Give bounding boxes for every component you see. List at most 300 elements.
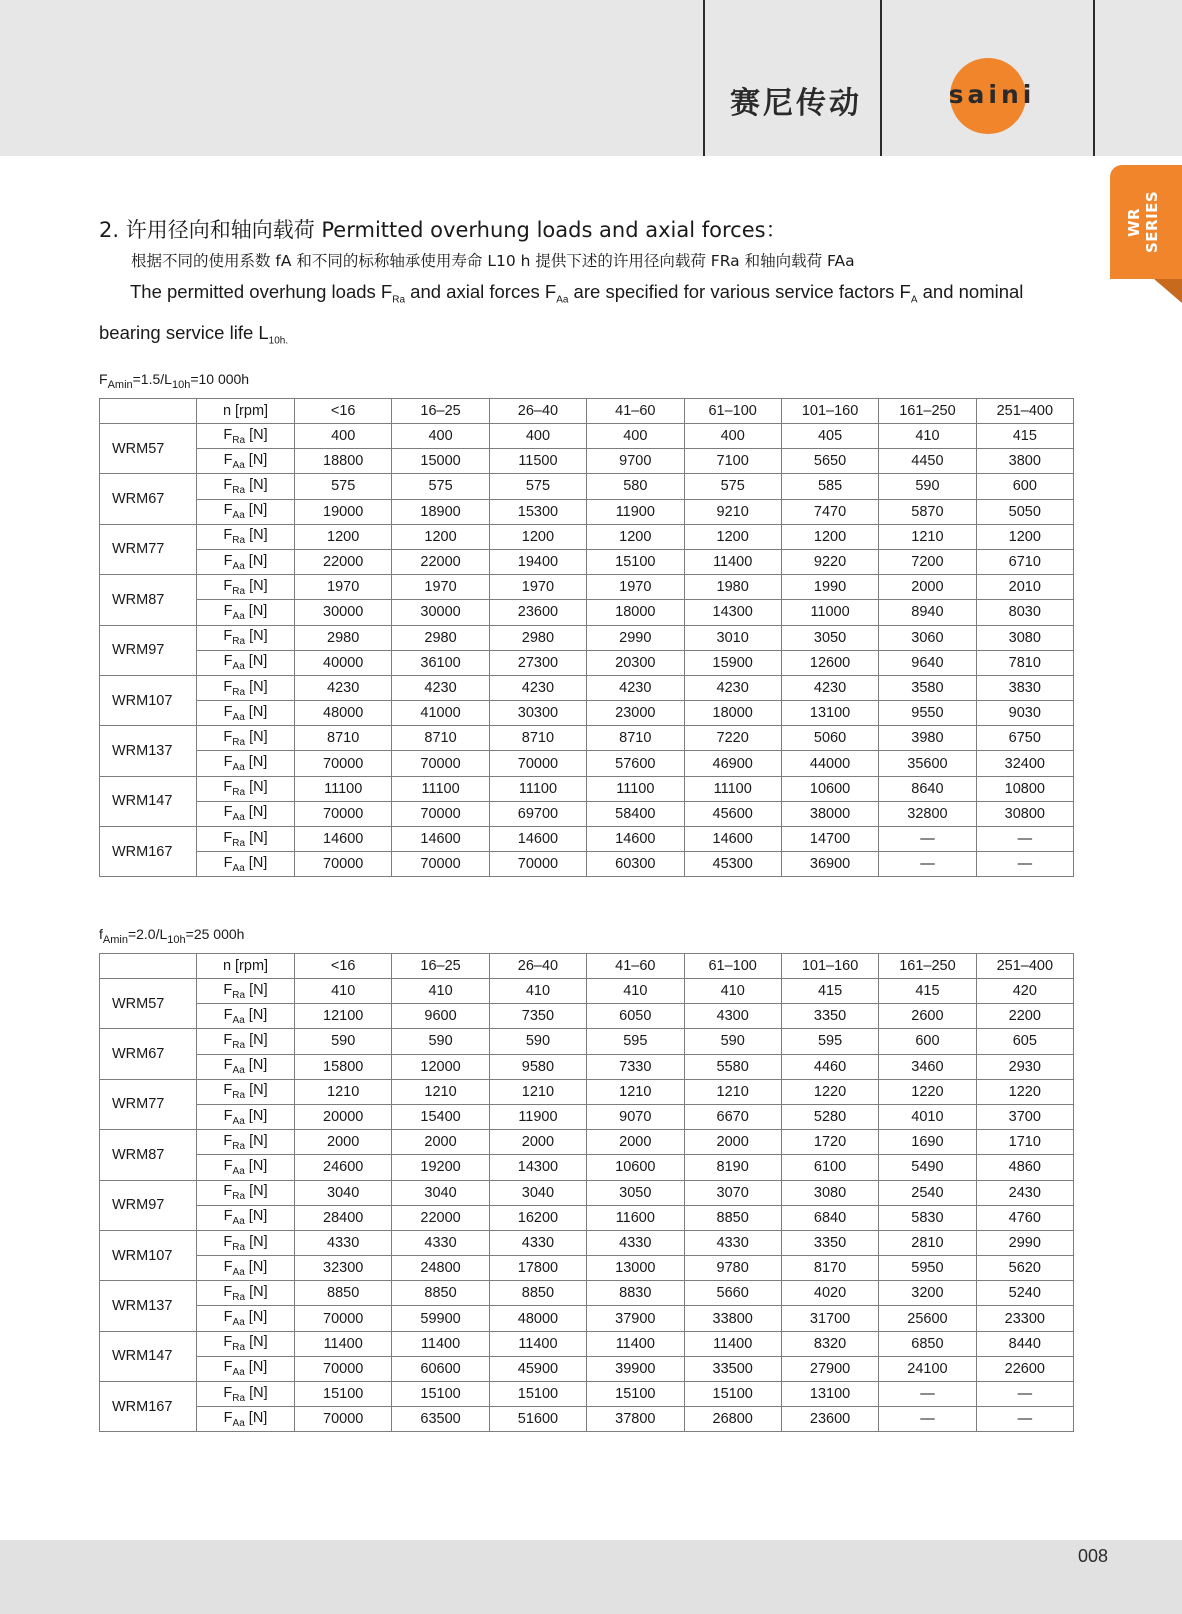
value-cell: 12600: [781, 650, 878, 675]
value-cell: 60600: [392, 1356, 489, 1381]
value-cell: 70000: [392, 852, 489, 877]
value-cell: 1970: [392, 575, 489, 600]
model-cell: WRM107: [100, 675, 197, 725]
value-cell: 4330: [295, 1230, 392, 1255]
value-cell: 4230: [392, 675, 489, 700]
value-cell: 590: [684, 1029, 781, 1054]
value-cell: 6750: [976, 726, 1073, 751]
value-cell: 10600: [587, 1155, 684, 1180]
table-row: [100, 1230, 1074, 1255]
value-cell: 1220: [781, 1079, 878, 1104]
param-label-cell: $F_{Ra}$ [N]: [197, 424, 295, 449]
load-table: [99, 953, 1074, 1432]
table-row: [100, 1079, 1074, 1104]
value-cell: 5950: [879, 1256, 976, 1281]
value-cell: 14700: [781, 827, 878, 852]
value-cell: 6050: [587, 1004, 684, 1029]
value-cell: 7200: [879, 549, 976, 574]
table-row: [100, 827, 1074, 852]
value-cell: 4230: [781, 675, 878, 700]
value-cell: 70000: [295, 1407, 392, 1432]
value-cell: 3200: [879, 1281, 976, 1306]
table-row: [100, 1306, 1074, 1331]
value-cell: 69700: [489, 801, 586, 826]
value-cell: 2000: [392, 1130, 489, 1155]
model-cell: WRM147: [100, 776, 197, 826]
value-cell: 11100: [392, 776, 489, 801]
value-cell: 3980: [879, 726, 976, 751]
value-cell: 9600: [392, 1004, 489, 1029]
value-cell: 9210: [684, 499, 781, 524]
value-cell: 37900: [587, 1306, 684, 1331]
param-label-cell: $F_{Ra}$ [N]: [197, 1079, 295, 1104]
param-label-cell: $F_{Aa}$ [N]: [197, 701, 295, 726]
value-cell: 22000: [392, 549, 489, 574]
value-cell: 18900: [392, 499, 489, 524]
value-cell: 11400: [392, 1331, 489, 1356]
model-cell: WRM87: [100, 575, 197, 625]
table-header-row: [100, 399, 1074, 424]
header-cell: <16: [295, 399, 392, 424]
value-cell: 15000: [392, 449, 489, 474]
param-label-cell: $F_{Aa}$ [N]: [197, 650, 295, 675]
value-cell: 9550: [879, 701, 976, 726]
value-cell: 35600: [879, 751, 976, 776]
value-cell: 15100: [684, 1382, 781, 1407]
value-cell: 5650: [781, 449, 878, 474]
value-cell: 10800: [976, 776, 1073, 801]
value-cell: 9640: [879, 650, 976, 675]
value-cell: 8440: [976, 1331, 1073, 1356]
value-cell: 8710: [295, 726, 392, 751]
value-cell: 1210: [489, 1079, 586, 1104]
header-cell: 41–60: [587, 399, 684, 424]
value-cell: 22600: [976, 1356, 1073, 1381]
value-cell: 5490: [879, 1155, 976, 1180]
table-row: [100, 600, 1074, 625]
value-cell: 6850: [879, 1331, 976, 1356]
value-cell: 24100: [879, 1356, 976, 1381]
value-cell: 410: [587, 979, 684, 1004]
value-cell: 15100: [489, 1382, 586, 1407]
table-row: [100, 524, 1074, 549]
value-cell: 11900: [489, 1104, 586, 1129]
value-cell: 7330: [587, 1054, 684, 1079]
param-label-cell: $F_{Aa}$ [N]: [197, 1004, 295, 1029]
value-cell: 26800: [684, 1407, 781, 1432]
value-cell: —: [879, 1407, 976, 1432]
value-cell: 11400: [489, 1331, 586, 1356]
header-cell: 251–400: [976, 954, 1073, 979]
value-cell: 5870: [879, 499, 976, 524]
value-cell: 8640: [879, 776, 976, 801]
value-cell: 410: [392, 979, 489, 1004]
value-cell: 580: [587, 474, 684, 499]
value-cell: 9700: [587, 449, 684, 474]
param-label-cell: $F_{Aa}$ [N]: [197, 1155, 295, 1180]
value-cell: 3050: [781, 625, 878, 650]
model-cell: WRM67: [100, 474, 197, 524]
value-cell: 15900: [684, 650, 781, 675]
value-cell: 60300: [587, 852, 684, 877]
header-cell: 26–40: [489, 399, 586, 424]
value-cell: 1200: [489, 524, 586, 549]
value-cell: 23300: [976, 1306, 1073, 1331]
value-cell: 5620: [976, 1256, 1073, 1281]
param-label-cell: $F_{Aa}$ [N]: [197, 1306, 295, 1331]
table-row: [100, 1356, 1074, 1381]
value-cell: 7810: [976, 650, 1073, 675]
param-label-cell: $F_{Aa}$ [N]: [197, 751, 295, 776]
table-row: [100, 776, 1074, 801]
value-cell: 30300: [489, 701, 586, 726]
value-cell: —: [879, 827, 976, 852]
value-cell: 63500: [392, 1407, 489, 1432]
value-cell: 33800: [684, 1306, 781, 1331]
value-cell: 400: [392, 424, 489, 449]
param-label-cell: $F_{Ra}$ [N]: [197, 524, 295, 549]
value-cell: 33500: [684, 1356, 781, 1381]
value-cell: 10600: [781, 776, 878, 801]
value-cell: 5060: [781, 726, 878, 751]
value-cell: 1220: [976, 1079, 1073, 1104]
table-header-row: [100, 954, 1074, 979]
value-cell: —: [976, 1382, 1073, 1407]
value-cell: 24600: [295, 1155, 392, 1180]
value-cell: 70000: [489, 751, 586, 776]
value-cell: 39900: [587, 1356, 684, 1381]
value-cell: 23600: [489, 600, 586, 625]
value-cell: 22000: [392, 1205, 489, 1230]
page-header: [0, 0, 1182, 156]
param-label-cell: $F_{Aa}$ [N]: [197, 1356, 295, 1381]
value-cell: 7470: [781, 499, 878, 524]
value-cell: 2000: [489, 1130, 586, 1155]
value-cell: 70000: [392, 751, 489, 776]
value-cell: 14300: [489, 1155, 586, 1180]
param-label-cell: $F_{Aa}$ [N]: [197, 499, 295, 524]
value-cell: 1970: [587, 575, 684, 600]
value-cell: 1970: [295, 575, 392, 600]
param-label-cell: $F_{Ra}$ [N]: [197, 979, 295, 1004]
value-cell: 1210: [295, 1079, 392, 1104]
value-cell: 2000: [684, 1130, 781, 1155]
value-cell: 12000: [392, 1054, 489, 1079]
value-cell: 11900: [587, 499, 684, 524]
value-cell: 11500: [489, 449, 586, 474]
value-cell: 2930: [976, 1054, 1073, 1079]
value-cell: 8850: [489, 1281, 586, 1306]
value-cell: 575: [295, 474, 392, 499]
header-cell: 101–160: [781, 399, 878, 424]
value-cell: 7350: [489, 1004, 586, 1029]
value-cell: 15100: [587, 549, 684, 574]
value-cell: 410: [489, 979, 586, 1004]
value-cell: 30800: [976, 801, 1073, 826]
table-row: [100, 1054, 1074, 1079]
value-cell: 19000: [295, 499, 392, 524]
value-cell: 15100: [587, 1382, 684, 1407]
model-cell: WRM137: [100, 1281, 197, 1331]
value-cell: 15300: [489, 499, 586, 524]
value-cell: 8190: [684, 1155, 781, 1180]
value-cell: 19400: [489, 549, 586, 574]
value-cell: 590: [489, 1029, 586, 1054]
value-cell: 1210: [587, 1079, 684, 1104]
value-cell: 575: [684, 474, 781, 499]
value-cell: 45900: [489, 1356, 586, 1381]
table-row: [100, 474, 1074, 499]
header-blank-cell: [100, 954, 197, 979]
value-cell: 1970: [489, 575, 586, 600]
param-label-cell: $F_{Ra}$ [N]: [197, 827, 295, 852]
value-cell: 2600: [879, 1004, 976, 1029]
value-cell: 3050: [587, 1180, 684, 1205]
value-cell: 11100: [489, 776, 586, 801]
value-cell: 38000: [781, 801, 878, 826]
header-blank-cell: [100, 399, 197, 424]
value-cell: 9780: [684, 1256, 781, 1281]
value-cell: 20300: [587, 650, 684, 675]
value-cell: 605: [976, 1029, 1073, 1054]
param-label-cell: $F_{Ra}$ [N]: [197, 1130, 295, 1155]
page-footer: [0, 1540, 1182, 1614]
value-cell: 18800: [295, 449, 392, 474]
param-label-cell: $F_{Ra}$ [N]: [197, 1382, 295, 1407]
header-cell: 41–60: [587, 954, 684, 979]
header-cell: 16–25: [392, 954, 489, 979]
value-cell: 4300: [684, 1004, 781, 1029]
value-cell: 15400: [392, 1104, 489, 1129]
value-cell: 9070: [587, 1104, 684, 1129]
value-cell: 5580: [684, 1054, 781, 1079]
value-cell: 32400: [976, 751, 1073, 776]
value-cell: 31700: [781, 1306, 878, 1331]
value-cell: 37800: [587, 1407, 684, 1432]
param-label-cell: $F_{Aa}$ [N]: [197, 449, 295, 474]
value-cell: 1220: [879, 1079, 976, 1104]
value-cell: 11100: [587, 776, 684, 801]
value-cell: 1200: [781, 524, 878, 549]
table-row: [100, 801, 1074, 826]
value-cell: 32300: [295, 1256, 392, 1281]
value-cell: 400: [587, 424, 684, 449]
table-row: [100, 1104, 1074, 1129]
value-cell: 41000: [392, 701, 489, 726]
param-label-cell: $F_{Aa}$ [N]: [197, 801, 295, 826]
series-tab-label: WR SERIES: [1125, 190, 1161, 254]
value-cell: 400: [489, 424, 586, 449]
table-caption: $f_{Amin}=2.0/L_{10h}=25$ 000h: [99, 926, 245, 946]
value-cell: 1980: [684, 575, 781, 600]
value-cell: 7220: [684, 726, 781, 751]
value-cell: 410: [879, 424, 976, 449]
table-row: [100, 1281, 1074, 1306]
value-cell: 5660: [684, 1281, 781, 1306]
value-cell: 8710: [392, 726, 489, 751]
value-cell: 13100: [781, 1382, 878, 1407]
value-cell: 11400: [684, 549, 781, 574]
value-cell: 28400: [295, 1205, 392, 1230]
table-row: [100, 1155, 1074, 1180]
param-label-cell: $F_{Aa}$ [N]: [197, 1407, 295, 1432]
value-cell: 600: [976, 474, 1073, 499]
param-label-cell: $F_{Ra}$ [N]: [197, 575, 295, 600]
value-cell: 4230: [489, 675, 586, 700]
value-cell: 3070: [684, 1180, 781, 1205]
value-cell: 410: [684, 979, 781, 1004]
series-tab-fold: [1154, 279, 1182, 303]
value-cell: 2010: [976, 575, 1073, 600]
value-cell: 36900: [781, 852, 878, 877]
model-cell: WRM87: [100, 1130, 197, 1180]
saini-logo: [926, 56, 1058, 136]
value-cell: 15100: [295, 1382, 392, 1407]
value-cell: 30000: [295, 600, 392, 625]
model-cell: WRM137: [100, 726, 197, 776]
value-cell: 2980: [392, 625, 489, 650]
value-cell: 13100: [781, 701, 878, 726]
value-cell: 70000: [295, 801, 392, 826]
value-cell: 2980: [489, 625, 586, 650]
page-number: 008: [1078, 1546, 1109, 1566]
value-cell: 1710: [976, 1130, 1073, 1155]
value-cell: 8710: [489, 726, 586, 751]
value-cell: 3040: [392, 1180, 489, 1205]
header-divider: [703, 0, 705, 156]
value-cell: 5050: [976, 499, 1073, 524]
value-cell: —: [976, 1407, 1073, 1432]
value-cell: 4330: [489, 1230, 586, 1255]
value-cell: 8030: [976, 600, 1073, 625]
value-cell: 2540: [879, 1180, 976, 1205]
table-row: [100, 424, 1074, 449]
table-row: [100, 1256, 1074, 1281]
value-cell: 1200: [587, 524, 684, 549]
value-cell: 415: [781, 979, 878, 1004]
value-cell: 575: [489, 474, 586, 499]
value-cell: 18000: [587, 600, 684, 625]
value-cell: —: [976, 827, 1073, 852]
intro-text-chinese: 根据不同的使用系数 fA 和不同的标称轴承使用寿命 L10 h 提供下述的许用径向载荷 FRa 和轴向载荷 FAa: [131, 252, 855, 270]
value-cell: 1200: [684, 524, 781, 549]
value-cell: 7100: [684, 449, 781, 474]
value-cell: 70000: [489, 852, 586, 877]
value-cell: 4460: [781, 1054, 878, 1079]
value-cell: 40000: [295, 650, 392, 675]
value-cell: 14600: [489, 827, 586, 852]
value-cell: 1200: [392, 524, 489, 549]
value-cell: 19200: [392, 1155, 489, 1180]
value-cell: 36100: [392, 650, 489, 675]
value-cell: 4020: [781, 1281, 878, 1306]
value-cell: 4760: [976, 1205, 1073, 1230]
value-cell: 27900: [781, 1356, 878, 1381]
value-cell: 9220: [781, 549, 878, 574]
table-row: [100, 650, 1074, 675]
value-cell: 8850: [392, 1281, 489, 1306]
header-divider: [1093, 0, 1095, 156]
value-cell: 22000: [295, 549, 392, 574]
value-cell: 595: [781, 1029, 878, 1054]
value-cell: 44000: [781, 751, 878, 776]
value-cell: 4230: [295, 675, 392, 700]
value-cell: 8710: [587, 726, 684, 751]
value-cell: 18000: [684, 701, 781, 726]
value-cell: 590: [295, 1029, 392, 1054]
value-cell: 1210: [879, 524, 976, 549]
value-cell: 4450: [879, 449, 976, 474]
value-cell: 600: [879, 1029, 976, 1054]
value-cell: 14600: [684, 827, 781, 852]
value-cell: 30000: [392, 600, 489, 625]
value-cell: 1210: [392, 1079, 489, 1104]
table-row: [100, 1382, 1074, 1407]
value-cell: 70000: [295, 1356, 392, 1381]
value-cell: —: [879, 1382, 976, 1407]
value-cell: 3580: [879, 675, 976, 700]
value-cell: 400: [295, 424, 392, 449]
model-cell: WRM97: [100, 1180, 197, 1230]
value-cell: 405: [781, 424, 878, 449]
param-label-cell: $F_{Ra}$ [N]: [197, 726, 295, 751]
value-cell: 46900: [684, 751, 781, 776]
value-cell: 15800: [295, 1054, 392, 1079]
model-cell: WRM147: [100, 1331, 197, 1381]
value-cell: 590: [392, 1029, 489, 1054]
value-cell: 3080: [781, 1180, 878, 1205]
value-cell: 1990: [781, 575, 878, 600]
header-cell: 101–160: [781, 954, 878, 979]
value-cell: 400: [684, 424, 781, 449]
table-row: [100, 575, 1074, 600]
header-cell: 161–250: [879, 399, 976, 424]
value-cell: 17800: [489, 1256, 586, 1281]
header-cell: 16–25: [392, 399, 489, 424]
value-cell: 25600: [879, 1306, 976, 1331]
value-cell: 13000: [587, 1256, 684, 1281]
value-cell: 6840: [781, 1205, 878, 1230]
param-label-cell: $F_{Ra}$ [N]: [197, 1281, 295, 1306]
table-row: [100, 449, 1074, 474]
value-cell: 58400: [587, 801, 684, 826]
param-label-cell: $F_{Ra}$ [N]: [197, 675, 295, 700]
value-cell: 9580: [489, 1054, 586, 1079]
table-row: [100, 1029, 1074, 1054]
section-title: 2. 许用径向和轴向载荷 Permitted overhung loads and axial forces：: [99, 218, 787, 242]
value-cell: —: [976, 852, 1073, 877]
table-row: [100, 852, 1074, 877]
value-cell: 4860: [976, 1155, 1073, 1180]
table-row: [100, 701, 1074, 726]
header-cell: 61–100: [684, 399, 781, 424]
value-cell: 2990: [976, 1230, 1073, 1255]
company-name: 赛尼传动: [730, 86, 862, 121]
value-cell: 45300: [684, 852, 781, 877]
value-cell: 4330: [392, 1230, 489, 1255]
value-cell: 3350: [781, 1230, 878, 1255]
param-label-cell: $F_{Ra}$ [N]: [197, 1230, 295, 1255]
param-label-cell: $F_{Ra}$ [N]: [197, 776, 295, 801]
value-cell: 6100: [781, 1155, 878, 1180]
value-cell: 2430: [976, 1180, 1073, 1205]
value-cell: 410: [295, 979, 392, 1004]
table-row: [100, 675, 1074, 700]
model-cell: WRM57: [100, 424, 197, 474]
param-label-cell: $F_{Aa}$ [N]: [197, 852, 295, 877]
param-label-cell: $F_{Ra}$ [N]: [197, 474, 295, 499]
value-cell: 11400: [295, 1331, 392, 1356]
